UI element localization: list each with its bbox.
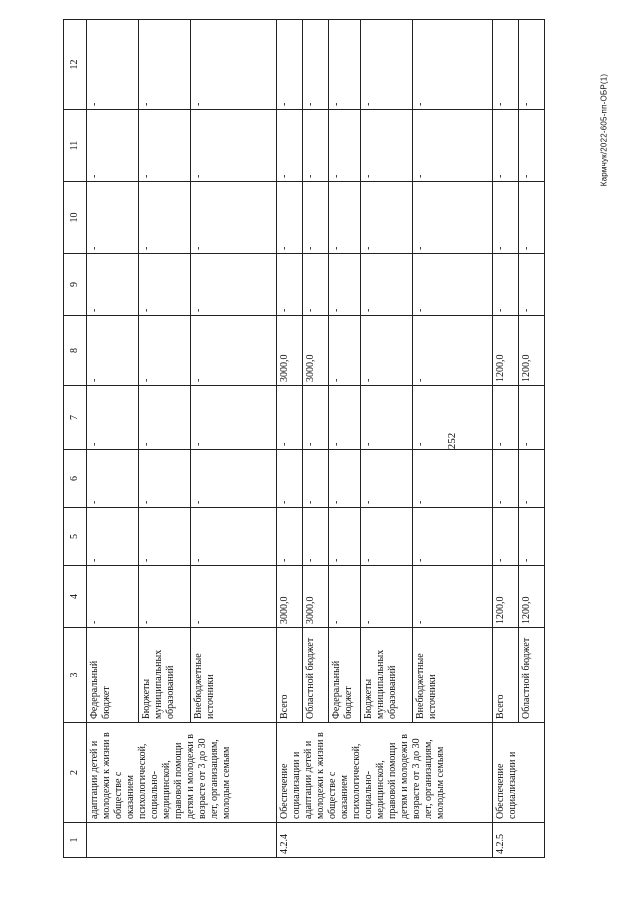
value-cell: - [277,182,303,254]
value-cell: - [413,566,493,628]
value-cell: - [329,508,361,566]
value-cell: - [493,182,519,254]
value-cell: - [493,254,519,316]
value-cell: - [87,182,139,254]
value-cell: - [303,20,329,110]
value-cell: - [139,508,191,566]
value-cell: - [413,182,493,254]
value-cell: - [519,110,545,182]
value-cell: - [361,316,413,386]
funding-source: Федеральный бюджет [329,628,361,723]
value-cell: - [413,316,493,386]
budget-table [63,19,545,858]
value-cell: - [519,254,545,316]
funding-source: Бюджеты муниципальных образований [361,628,413,723]
value-cell: - [361,508,413,566]
header-cell: 12 [64,20,87,110]
value-cell: 1200,0 [519,316,545,386]
value-cell: - [191,508,277,566]
value-cell: - [277,386,303,450]
value-cell: - [361,566,413,628]
value-cell: - [361,450,413,508]
funding-source: Бюджеты муниципальных образований [139,628,191,723]
value-cell: 3000,0 [303,566,329,628]
value-cell: - [87,450,139,508]
value-cell: - [191,316,277,386]
value-cell: - [191,254,277,316]
value-cell: - [519,20,545,110]
value-cell: - [191,20,277,110]
value-cell: - [413,254,493,316]
value-cell: - [191,566,277,628]
value-cell: - [361,254,413,316]
value-cell: - [303,254,329,316]
value-cell: - [493,20,519,110]
value-cell: - [329,110,361,182]
value-cell: - [413,450,493,508]
value-cell: - [87,508,139,566]
value-cell: - [329,316,361,386]
value-cell: - [493,386,519,450]
header-cell: 6 [64,450,87,508]
value-cell: - [139,386,191,450]
value-cell: 3000,0 [277,316,303,386]
value-cell: - [303,450,329,508]
value-cell: 1200,0 [493,316,519,386]
value-cell: - [191,386,277,450]
header-cell: 4 [64,566,87,628]
value-cell: - [303,386,329,450]
value-cell: - [329,20,361,110]
value-cell: 3000,0 [277,566,303,628]
funding-source: Всего [277,628,303,723]
value-cell: - [139,182,191,254]
value-cell: - [413,508,493,566]
row-number: 4.2.5 [493,823,545,858]
measure-name: Обеспечение социализации и [493,723,545,823]
funding-source: Областной бюджет [519,628,545,723]
value-cell: - [191,182,277,254]
value-cell: 3000,0 [303,316,329,386]
table-row [277,20,303,858]
value-cell: - [139,316,191,386]
value-cell: - [519,508,545,566]
value-cell: - [277,110,303,182]
row-number: 4.2.4 [277,823,493,858]
value-cell: - [87,20,139,110]
value-cell: - [139,254,191,316]
value-cell: - [303,110,329,182]
value-cell: - [493,110,519,182]
rotated-table-area [63,20,532,858]
value-cell: - [329,566,361,628]
funding-source: Внебюджетные источники [191,628,277,723]
value-cell: 1200,0 [493,566,519,628]
value-cell: - [329,386,361,450]
value-cell: - [519,450,545,508]
value-cell: - [519,386,545,450]
value-cell: - [413,386,493,450]
value-cell: - [519,182,545,254]
value-cell: - [191,450,277,508]
header-cell: 11 [64,110,87,182]
header-cell: 8 [64,316,87,386]
funding-source: Областной бюджет [303,628,329,723]
value-cell: - [361,386,413,450]
measure-name: Обеспечение социализации и адаптации детей и молодежи к жизни в обществе с оказанием психологической, социально-медицинской, правовой помощи детям и молодежи в возрасте от 3 до 30 лет, организациям, молодым семьям [277,723,493,823]
row-number [87,823,277,858]
value-cell: - [361,20,413,110]
value-cell: - [493,508,519,566]
funding-source: Внебюджетные источники [413,628,493,723]
value-cell: - [413,20,493,110]
funding-source: Всего [493,628,519,723]
header-cell: 1 [64,823,87,858]
value-cell: - [277,20,303,110]
measure-name: адаптации детей и молодежи к жизни в обществе с оказанием психологической, социально-медицинской, правовой помощи детям и молодежи в возрасте от 3 до 30 лет, организациям, молодым семьям [87,723,277,823]
value-cell: 1200,0 [519,566,545,628]
value-cell: - [277,450,303,508]
table-row [493,20,519,858]
header-cell: 7 [64,386,87,450]
value-cell: - [303,182,329,254]
value-cell: - [87,110,139,182]
value-cell: - [303,508,329,566]
header-cell: 2 [64,723,87,823]
value-cell: - [139,110,191,182]
funding-source: Федеральный бюджет [87,628,139,723]
value-cell: - [87,316,139,386]
side-stamp: Кармчук/2022-605-пп-ОБР(1) [599,73,609,187]
value-cell: - [361,110,413,182]
value-cell: - [139,450,191,508]
value-cell: - [87,566,139,628]
table-row [87,20,139,858]
header-row [64,20,87,858]
value-cell: - [493,450,519,508]
value-cell: - [329,254,361,316]
value-cell: - [329,450,361,508]
header-cell: 9 [64,254,87,316]
value-cell: - [139,20,191,110]
value-cell: - [87,254,139,316]
value-cell: - [87,386,139,450]
value-cell: - [277,254,303,316]
header-cell: 5 [64,508,87,566]
value-cell: - [361,182,413,254]
header-cell: 10 [64,182,87,254]
value-cell: - [413,110,493,182]
value-cell: - [139,566,191,628]
page-number: 252 [446,432,458,450]
value-cell: - [191,110,277,182]
value-cell: - [329,182,361,254]
header-cell: 3 [64,628,87,723]
value-cell: - [277,508,303,566]
